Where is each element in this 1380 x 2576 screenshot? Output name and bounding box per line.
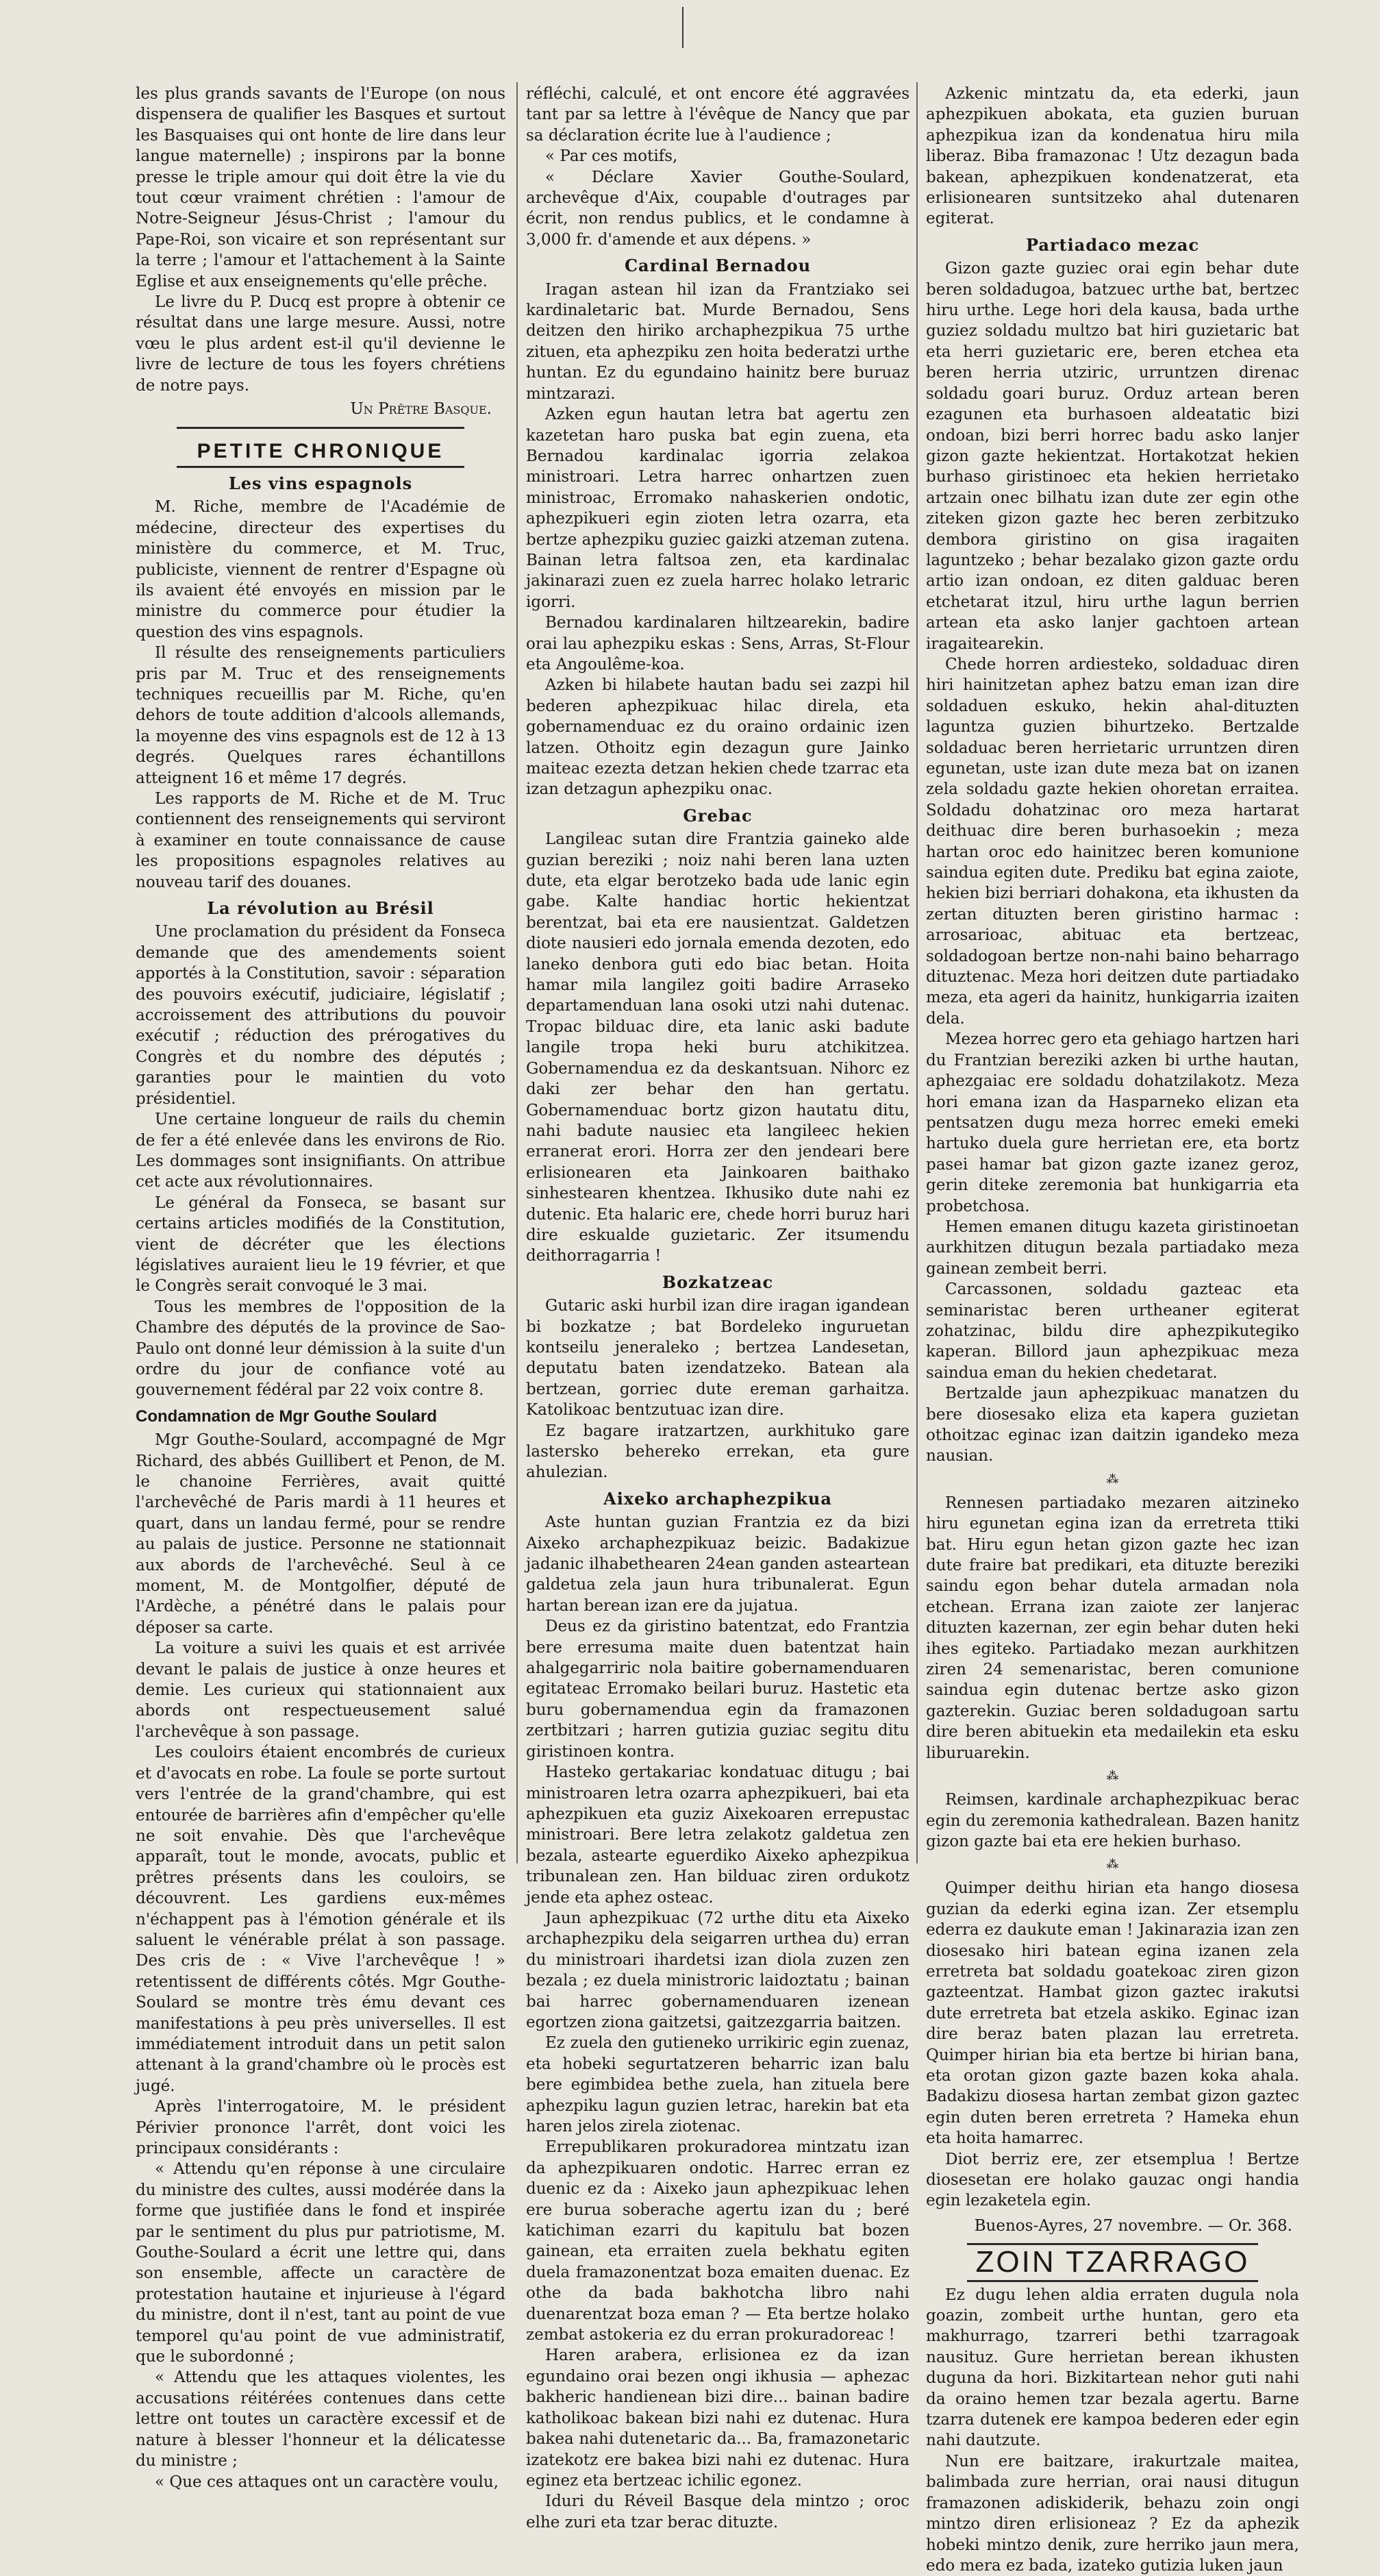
divider — [967, 2280, 1258, 2282]
column-rule-2 — [916, 82, 918, 1863]
paragraph: « Déclare Xavier Gouthe-Soulard, archevêque d'Aix, coupable d'outrages par écrit, non rendus publics, et le condamne à 3,000 fr. d'amende et aux dépens. » — [526, 168, 909, 249]
column-1 — [136, 84, 505, 2492]
paragraph: « Attendu qu'en réponse à une circulaire du ministre des cultes, aussi modérée dans la forme que justifiée dans le fond et inspirée par le sentiment du plus pur patriotisme, M. Gouthe-Soulard a écrit une lettre qui, dans son ensemble, affecte un caractère de protestation hautaine et injurieuse à l'égard du ministre, dont il n'est, tant au point de vue temporel qu'au point de vue administratif, que le subordonné ; — [136, 2160, 505, 2366]
article-title: Aixeko archaphezpikua — [603, 1488, 832, 1509]
paragraph: Tous les membres de l'opposition de la Chambre des députés de la province de Sao-Paulo ont donné leur démission à la suite d'un ordre du jour de confiance voté au gouvernement fédéral par 22 voix contre 8. — [136, 1298, 505, 1400]
paragraph: Ez bagare iratzartzen, aurkhituko gare lastersko behereko errekan, eta gure ahulezian. — [526, 1422, 909, 1482]
paragraph: M. Riche, membre de l'Académie de médecine, directeur des expertises du ministère du commerce, et M. Truc, publiciste, viennent de rentrer d'Espagne où ils avaient été envoyés en mission par le ministre du commerce pour étudier la question des vins espagnols. — [136, 498, 505, 641]
paragraph: Rennesen partiadako mezaren aitzineko hiru egunetan egina izan da erretreta ttiki bat. Hiru egun hetan gizon gazte hec izan dute fraire bat predikari, eta dituzte bereziki saindu egon behar dutela armadan nola etchean. Errana izan zaiote zer lanjerac dituzten kazernan, zer egin behar duten heki ihes egiteko. Partiadako mezan aurkhitzen ziren 24 semenaristac, beren comunione saindua egin dutenac bertze asko gizon gazterekin. Guziac beren soldadugoan sartu dire beren abituekin eta medailekin eta esku liburuarekin. — [926, 1494, 1299, 1762]
divider — [967, 2243, 1258, 2245]
paragraph: « Par ces motifs, — [545, 147, 678, 166]
paragraph: « Attendu que les attaques violentes, les accusations réitérées contenues dans cette lettre ont toutes un caractère excessif et de nature à blesser l'honneur et la délicatesse du ministre ; — [136, 2368, 505, 2470]
article-title: Partiadaco mezac — [1025, 234, 1200, 255]
paragraph: Le livre du P. Ducq est propre à obtenir ce résultat dans une large mesure. Aussi, notre vœu le plus ardent est-il qu'il devienne le livre de lecture de tous les foyers chrétiens de notre pays. — [136, 293, 505, 395]
paragraph: Nun ere baitzare, irakurtzale maitea, balimbada zure herrian, orai nausi ditugun framazonen adiskiderik, behazu zoin ongi mintzo diren erlisioneaz ? Ez da aphezik hobeki mintzo denik, zure herriko jaun mera, edo mera ez bada, izateko gutizia luken jaun — [926, 2452, 1299, 2575]
paragraph: Azkenic mintzatu da, eta ederki, jaun aphezpikuen abokata, eta guzien buruan aphezpikua izan da kondenatua hiru mila liberaz. Biba framazonac ! Utz dezagun bada bakean, aphezpikuen kondenatzerat, eta erlisionearen suntsitzeko ahal dutenaren egiterat. — [926, 85, 1299, 228]
paragraph: Hemen emanen ditugu kazeta giristinoetan aurkhitzen ditugun bezala partiadako meza gainean zembeit berri. — [926, 1217, 1299, 1278]
article-title: La révolution au Brésil — [207, 898, 434, 919]
paragraph: La voiture a suivi les quais et est arrivée devant le palais de justice à onze heures et demie. Les curieux qui stationnaient aux abords ont respectueusement salué l'archevêque à son passage. — [136, 1639, 505, 1741]
section-stars: ⁂ — [1106, 1472, 1119, 1487]
paragraph: Le général da Fonseca, se basant sur certains articles modifiés de la Constitution, vient de décréter que les élections législatives auraient lieu le 19 février, et que le Congrès serait convoqué le 3 mai. — [136, 1193, 505, 1296]
paragraph: les plus grands savants de l'Europe (on nous dispensera de qualifier les Basques et surtout les Basquaises qui ont honte de lire dans leur langue maternelle) ; inspirons par la bonne presse le triple amour qui doit être la vie du tout cœur vraiment chrétien : l'amour de Notre-Seigneur Jésus-Christ ; l'amour du Pape-Roi, son vicaire et son représentant sur la terre ; l'amour et l'attachement à la Sainte Eglise et aux enseignements qu'elle prêche. — [136, 85, 505, 290]
signature: Un Prêtre Basque. — [350, 400, 492, 419]
paragraph: Bernadou kardinalaren hiltzearekin, badire orai lau aphezpiku eskas : Sens, Arras, St-Flour eta Angoulême-koa. — [526, 614, 909, 673]
paragraph: Deus ez da giristino batentzat, edo Frantzia bere erresuma maite duen batentzat hain ahalgegarriric nola baitire gobernamenduaren egitateac Erromako beilari buruz. Hastetic eta buru gobernamendua egin da framazonen zertbitzari ; harren gutizia guziac segitu ditu giristinoen kontra. — [526, 1618, 909, 1761]
dateline: Buenos-Ayres, 27 novembre. — Or. 368. — [974, 2216, 1292, 2235]
paragraph: Azken egun hautan letra bat agertu zen kazetetan haro puska bat egin zuena, eta Bernadou kardinalac igorria zelakoa ministroari. Letra harrec onhartzen zuen ministroac, Erromako nahaskerien ondotic, aphezpikueri egin zioten letra ozarra, eta bertze aphezpiku guziec gaizki atzeman zutena. Bainan letra faltsoa zen, eta kardinalac jakinarazi zuen ez zuela harrec holako letraric igorri. — [526, 406, 910, 611]
divider — [177, 427, 464, 429]
paragraph: Les couloirs étaient encombrés de curieux et d'avocats en robe. La foule se porte surtout vers l'entrée de la grand'chambre, qui est entourée de barrières afin d'empêcher qu'elle ne soit envahie. Dès que l'archevêque apparaît, tout le monde, avocats, public et prêtres présents dans les couloirs, se découvrent. Les gardiens eux-mêmes n'échappent pas à l'émotion générale et ils saluent le vénérable prélat à son passage. Des cris de : « Vive l'archevêque ! » retentissent de différents côtés. Mgr Gouthe-Soulard se montre très ému devant ces manifestations à peu près universelles. Il est immédiatement introduit dans un petit salon attenant à la grand'chambre où le procès est jugé. — [136, 1744, 505, 2095]
section-title: PETITE CHRONIQUE — [197, 439, 444, 462]
paragraph: Carcassonen, soldadu gazteac eta seminaristac beren urtheaner egiterat zohatzinac, bildu dire aphezpikutegiko kaperan. Billord jaun aphezpikuac meza saindua eman du hekien chedetarat. — [926, 1280, 1299, 1382]
paragraph: Gizon gazte guziec orai egin behar dute beren soldadugoa, batzuec urthe bat, bertzec hiru urthe. Lege hori dela kausa, bada urthe guziez soldadu multzo bat hiri guzietaric bat eta herri guzietaric ere, beren etchea eta beren herria utziric, urruntzen direnac soldadu goari buruz. Orduz artean beren ezagunen eta burhasoen aldeatatic bizi ondoan, bizi berri horrec badu asko lanjer gizon gazte hekientzat. Hortakotzat hekien burhaso giristinoec eta hekien herrietako artzain onec bilhatu izan dute zer egin othe ziteken gizon gazte hec beren zerbitzuko dembora giristino on gisa iragaiten laguntzeko ; behar bezalako gizon gazte ordu artio izan ondoan, ez diten galduac beren etchetarat itzul, hiru urthe lagun berrien artean eta asko lanjer gachtoen artean iragaitearekin. — [926, 260, 1299, 653]
paragraph: Une proclamation du président da Fonseca demande que des amendements soient apportés à la Constitution, savoir : séparation des pouvoirs exécutif, judiciaire, législatif ; accroissement des attributions du pouvoir exécutif ; réduction des prérogatives du Congrès et du nombre des députés ; garanties pour le maintien du voto présidentiel. — [136, 923, 505, 1108]
paragraph: Ez zuela den gutieneko urrikiric egin zuenaz, eta hobeki segurtatzeren beharric izan balu bere egimbidea bethe zuela, han zituela bere aphezpiku lagun guzien letrac, harekin bat eta haren jelos zirela ziotenac. — [526, 2034, 909, 2135]
column-3 — [926, 84, 1299, 2576]
paragraph: Mgr Gouthe-Soulard, accompagné de Mgr Richard, des abbés Guillibert et Penon, de M. le chanoine Ferrières, avait quitté l'archevêché de Paris mardi à 11 heures et quart, dans un landau fermé, pour se rendre au palais de justice. Personne ne stationnait aux abords de l'archevêché. Seul à ce moment, M. de Montgolfier, député de l'Ardèche, a pénétré dans le palais pour déposer sa carte. — [136, 1431, 505, 1637]
column-rule-1 — [516, 82, 518, 1863]
paragraph: Diot berriz ere, zer etsempluа ! Bertze diosesetan ere holako gauzac ongi handia egin lezaketela egin. — [926, 2150, 1299, 2210]
section-stars: ⁂ — [1106, 1769, 1119, 1784]
article-title: Cardinal Bernadou — [624, 256, 812, 276]
paragraph: « Que ces attaques ont un caractère voulu, — [155, 2473, 499, 2491]
paragraph: Ez dugu lehen aldia erraten dugula nola goazin, zombeit urthe huntan, gero eta makhurrago, tzarreri bethi tzarragoak nausituz. Gure herrietan berean ikhusten duguna da hori. Bizkitartean nehor guti nahi da oraino hemen tzar bezala agertu. Barne tzarra dutenek ere kampoa bederen eder egin nahi dautzute. — [926, 2286, 1299, 2450]
article-title: Condamnation de Mgr Gouthe Soulard — [136, 1407, 437, 1426]
paragraph: Mezea horrec gero eta gehiago hartzen hari du Frantzian bereziki azken bi urthe hautan, aphezgaiac ere soldadu dohatzilakotz. Meza hori emana izan da Hasparneko elizan eta pentsatzen dugu meza horrec emeki emeki hartuko duela gure herrietan ere, eta bortz pasei hamar bat gizon gazte izanez geroz, gerin diteke zeremonia bat hunkigarria eta probetchosa. — [926, 1030, 1299, 1215]
paragraph: Iduri du Réveil Basque dela mintzo ; oroc elhe zuri eta tzar berac dituzte. — [526, 2492, 909, 2531]
paragraph: Après l'interrogatoire, M. le président Périvier prononce l'arrêt, dont voici les principaux considérants : — [136, 2098, 505, 2157]
article-title: Grebac — [683, 805, 753, 826]
paragraph: Errepublikaren prokuradorea mintzatu izan da aphezpikuaren ondotic. Harrec erran ez duenic ez da : Aixeko jaun aphezpikuac lehen ere burua soberache agertu izan du ; beré katichiman ezarri du kapitulu bat bozen gainean, eta erraiten zuela bekhatu egiten duela framazonentzat boza emaiten duenac. Ez othe da bada bakhotcha libro nahi duenarentzat boza eman ? — Eta bertze holako zembat astokeria ez du erran prokuradoreac ! — [526, 2138, 909, 2344]
paragraph: Les rapports de M. Riche et de M. Truc contiennent des renseignements qui serviront à examiner en toute connaissance de cause les propositions espagnoles relatives au nouveau tarif des douanes. — [136, 790, 505, 891]
paragraph: Haren arabera, erlisionea ez da izan egundaino orai bezen ongi ikhusia — aphezac bakheric handienean bizi dire... bainan badire katholikoac bakean bizi nahi ez dutenac. Hura bakea nahi dutenetaric da... Ba, framazonetaric izatekotz ere bakea bizi nahi ez dutenac. Hura eginez eta bertzeac ichilic egonez. — [526, 2346, 909, 2490]
paragraph: Chede horren ardiesteko, soldaduac diren hiri hainitzetan aphez batzu eman izan dire soldaduen eskuko, hekin ahal-dituzten laguntza guzien bihurtzeko. Bertzalde soldaduac beren herrietaric urruntzen diren egunetan, uste izan dute meza bat on izanen zela soldadu gazte hekien ohoretan erraitea. Soldadu dohatzinac oro meza hartarat deithuac dire beren burhasoekin ; meza hartan oroc edo hainitzec beren komunione saindua egiten dute. Prediku bat egina zaiote, hekien bizi berriari dohakona, eta ikhusten da zertan dituzten beren giristino harmac : arrosarioac, abituac eta bertzeac, soldadogoan bertze non-nahi baino beharrago dituztenac. Meza hori deitzen dute partiadako meza, eta ageri da hainitz, hunkigarria izaiten dela. — [926, 655, 1299, 1028]
paragraph: Une certaine longueur de rails du chemin de fer a été enlevée dans les environs de Rio. Les dommages sont insignifiants. On attribue cet acte aux révolutionnaires. — [136, 1111, 505, 1191]
paragraph: Jaun aphezpikuac (72 urthe ditu eta Aixeko archaphezpiku dela seigarren urthea du) erran du ministroari ihardetsi izan diola zuzen zen bezala ; ez duela ministroric laidoztatu ; bainan bai harrec gobernamenduaren izenean egortzen ziona gaitzetsi, gaitzezgarria baitzen. — [526, 1909, 909, 2031]
paragraph: Langileac sutan dire Frantzia gaineko alde guzian bereziki ; noiz nahi beren lana uzten dute, eta elgar berotzeko bada ude lanic egin gabe. Kalte handiac hortic hekientzat berentzat, bai eta ere nausientzat. Galdetzen diote nausieri edo jornala emenda dezoten, edo laneko denbora guti edo biac betan. Hoita hamar mila langilez goiti badire Arraseko departamenduan lana osoki utzi nahi dutenac. Tropac bilduac dire, eta lanic aski badute langile tropa heki buru atchikitzea. Gobernamendua ez da deskantsuan. Nihorc ez daki zer behar den han gertatu. Gobernamenduac bortz gizon hautatu ditu, nahi badute nausiec eta langileec hekien erranerat erori. Horra zer den jendeari bere erlisionearen eta Jainkoaren baithako sinhestearen khentzea. Ikhusiko dute nahi ez dutenic. Eta halaric ere, chede horri buruz hari dire eskualde guzietaric. Zer itsumendu deithorragarria ! — [526, 830, 909, 1265]
paragraph: Aste huntan guzian Frantzia ez da bizi Aixeko archaphezpikuaz beizic. Badakizue jadanic ilhabethearen 24ean ganden asteartean galdetua zela jaun hura tribunalerat. Egun hartan berean izan ere da jujatua. — [526, 1513, 909, 1615]
paragraph: Gutaric aski hurbil izan dire iragan igandean bi bozkatze ; bat Bordeleko inguruetan kontseilu jeneraleko ; bertzea Landesetan, deputatu baten izendatzeko. Batean ala bertzean, gorriec dute ereman garhaitza. Katolikoac bentzutuac izan dire. — [526, 1297, 909, 1420]
section-stars: ⁂ — [1106, 1857, 1119, 1872]
paragraph: Azken bi hilabete hautan badu sei zazpi hil bederen aphezpikuac hilac direla, eta gobernamenduac ez du oraino ordainic izen latzen. Othoitz egin dezagun gure Jainko maiteac ezezta detzan hekien chede tzarrac eta izan detzagun aphezpiku onac. — [526, 676, 909, 799]
section-title: ZOIN TZARRAGO — [975, 2245, 1250, 2279]
paragraph: Quimper deithu hirian eta hango diosesa guzian da ederki egina izan. Zer etsemplu ederra ez daukute eman ! Jakinarazia izan zen diosesako hiri batean egina izanen zela erretreta bat soldadu goatekoac ziren gizon gazteentzat. Hambat gizon gaztec irakutsi dute erretreta bat etzela askiko. Eginac izan dire beraz baten plazan lau erretreta. Quimper hirian bia eta bertze bi hirian bana, eta orotan gizon gazte bazen koka ahala. Badakizu diosesa hartan zembat gizon gaztec egin duten beren erretreta ? Hameka ehun eta hoita hamarrec. — [926, 1879, 1299, 2148]
paragraph: réfléchi, calculé, et ont encore été aggravées tant par sa lettre à l'évêque de Nancy que par sa déclaration écrite lue à l'audience ; — [526, 85, 909, 145]
article-title: Bozkatzeac — [662, 1272, 774, 1292]
paragraph: Reimsen, kardinale archaphezpikuac berac egin du zeremonia kathedralean. Bazen hanitz gizon gazte bai eta ere hekien burhaso. — [926, 1791, 1299, 1850]
article-title: Les vins espagnols — [228, 473, 413, 493]
paragraph: Hasteko gertakariac kondatuac ditugu ; bai ministroaren letra ozarra aphezpikueri, bai eta aphezpikuen eta guziz Aixekoaren errepustac ministroari. Bere letra zelakotz galdetua zen bezala, astearte eguerdiko Aixeko aphezpikua tribunalean zen. Han bilduac ziren ordukotz jende eta aphez osteac. — [526, 1763, 909, 1907]
column-2 — [526, 84, 909, 2533]
paragraph: Il résulte des renseignements particuliers pris par M. Truc et des renseignements techniques recueillis par M. Riche, qu'en dehors de toute addition d'alcools allemands, la moyenne des vins espagnols est de 12 à 13 degrés. Quelques rares échantillons atteignent 16 et même 17 degrés. — [136, 644, 505, 787]
fold-mark — [682, 7, 683, 48]
paragraph: Bertzalde jaun aphezpikuac manatzen du bere diosesako eliza eta kapera guzietan othoitzac eginac izan daitzin igandeko meza nausian. — [926, 1385, 1299, 1465]
divider — [177, 466, 464, 468]
paragraph: Iragan astean hil izan da Frantziako sei kardinaletaric bat. Murde Bernadou, Sens deitzen den hiriko archaphezpikua 75 urthe zituen, eta aphezpiku zen hoita bederatzi urthe huntan. Ez du egundaino hainitz bere buruaz mintzarazi. — [526, 280, 909, 403]
